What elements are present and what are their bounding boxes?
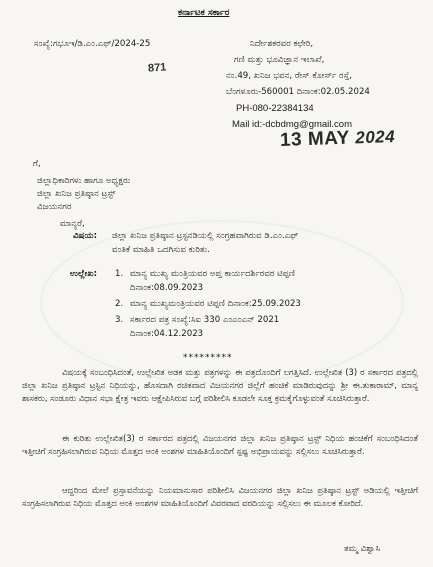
reference-number: ಸಂಖ್ಯೆ:ಗಭೂಇ/ಡಿ.ಎಂ.ಎಫ್/2024-25 — [34, 39, 151, 49]
inward-number: 871 — [147, 61, 167, 75]
reference-3-number: 3. — [115, 315, 124, 325]
office-phone: PH-080-22384134 — [236, 103, 314, 114]
reference-3-line-1: ಸರ್ಕಾರದ ಪತ್ರ ಸಂಖ್ಯೆ:ಸಿಐ 330 ಎಂಎಂಎನ್ 2021 — [130, 315, 280, 325]
subject-line-2: ವಂತಿಕೆ ಮಾಹಿತಿ ಒದಗಿಸುವ ಕುರಿತು. — [112, 245, 210, 255]
addressee-to: ಗೆ, — [33, 159, 41, 169]
body-paragraph-1 — [22, 366, 418, 405]
addressee-line-1: ಜಿಲ್ಲಾಧಿಕಾರಿಗಳು ಹಾಗೂ ಅಧ್ಯಕ್ಷರು — [37, 176, 131, 186]
addressee-line-3: ವಿಜಯನಗರ — [37, 202, 72, 212]
office-line-2: ಗಣಿ ಮತ್ತು ಭೂವಿಜ್ಞಾನ ಇಲಾಖೆ, — [234, 55, 325, 65]
body-paragraph-1-rest: ಉಲ್ಲೇಖಿತ (3) ರ ಸರ್ಕಾರದ ಪತ್ರದಲ್ಲಿ ಜಿಲ್ಲಾ ಖನಿಜ ಪ್ರತಿಷ್ಠಾನ ಟ್ರಸ್ಟಿನ ನಿಧಿಯನ್ನು, ಹೊಸದಾಗಿ ರಚಿತವಾದ ವಿಜಯನಗರ ಜಿಲ್ಲೆಗೆ ಹಂಚಿಕೆ ಮಾಡಿರುವುದನ್ನು ಶ್ರೀ ಈ.ತುಕಾರಾಮ್, ಮಾನ್ಯ ಶಾಸಕರು, ಸಂಡೂರು ವಿಧಾನ ಸಭಾ ಕ್ಷೇತ್ರ ಇವರು ಆಕ್ಷೇಪಿಸಿರುವ ಬಗ್ಗೆ ಪರಿಶೀಲಿಸಿ ಕೂಡಲೇ ಸೂಕ್ತ ಕ್ರಮಕೈಗೊಳ್ಳುವಂತೆ ಸೂಚಿಸಿರುತ್ತಾರೆ. — [22, 367, 418, 403]
reference-2-line-1: ಮಾನ್ಯ ಮುಖ್ಯಮಂತ್ರಿಯವರ ಟಿಪ್ಪಣಿ ದಿನಾಂಕ:25.09.2023 — [130, 299, 301, 309]
separator-stars: ********* — [183, 353, 233, 363]
received-date-stamp — [280, 126, 396, 152]
reference-2-number: 2. — [115, 299, 124, 309]
stamp-year: 2024 — [354, 126, 396, 148]
office-email: Mail id:-dcbdmg@gmail.com — [232, 119, 352, 130]
office-line-4: ಬೆಂಗಳೂರು-560001 ದಿನಾಂಕ:02.05.2024 — [226, 87, 370, 97]
government-header: ಕರ್ನಾಟಕ ಸರ್ಕಾರ — [178, 8, 230, 18]
office-line-3: ನಂ.49, ಖನಿಜ ಭವನ, ರೇಸ್ ಕೋರ್ಸ್ ರಸ್ತೆ, — [226, 71, 352, 81]
salutation: ಮಾನ್ಯರೆ, — [60, 219, 85, 229]
body-paragraph-1-intro: ವಿಷಯಕ್ಕೆ ಸಂಬಂಧಿಸಿದಂತೆ, ಉಲ್ಲೇಖಿತ ಅಡಕ ಮತ್ತು ಪತ್ರಗಳನ್ನು ಈ ಪತ್ರದೊಂದಿಗೆ ಲಗತ್ತಿಸಿದೆ. — [62, 367, 312, 377]
addressee-line-2: ಜಿಲ್ಲಾ ಖನಿಜ ಪ್ರತಿಷ್ಠಾನ ಟ್ರಸ್ಟ್ — [37, 189, 116, 199]
references-label: ಉಲ್ಲೇಖ: — [70, 269, 98, 279]
reference-3-line-2: ದಿನಾಂಕ:04.12.2023 — [130, 329, 204, 339]
body-paragraph-2: ಈ ಕುರಿತು ಉಲ್ಲೇಖಿತ(3) ರ ಸರ್ಕಾರದ ಪತ್ರದಲ್ಲಿ ವಿಜಯನಗರ ಜಿಲ್ಲಾ ಖನಿಜ ಪ್ರತಿಷ್ಠಾನ ಟ್ರಸ್ಟ್ ನಿಧಿಯ ಹಂಚಿಕೆಗೆ ಸಂಬಂಧಿಸಿದಂತೆ ಇತ್ತೀಚಿಗೆ ಸಂಗ್ರಹಿಸಲಾಗಿರುವ ನಿಧಿಯ ಮೊತ್ತದ ಅಂಕಿ ಅಂಶಗಳ ಮಾಹಿತಿಯೊಂದಿಗೆ ಸ್ಪಷ್ಟ ಅಭಿಪ್ರಾಯವನ್ನು ಸಲ್ಲಿಸಲು ಸೂಚಿಸಿರುತ್ತಾರೆ. — [22, 433, 418, 456]
subject-line-1: ಜಿಲ್ಲಾ ಖನಿಜ ಪ್ರತಿಷ್ಠಾನ ಟ್ರಸ್ಟನಡಿಯಲ್ಲಿ ಸಂಗ್ರಹವಾಗಿರುವ ಡಿ.ಎಂ.ಎಫ್ — [112, 231, 299, 241]
subject-label: ವಿಷಯ: — [73, 231, 98, 241]
body-paragraph-3: ಆದ್ದರಿಂದ ಮೇಲೆ ಪ್ರಸ್ತಾವನೆಯನ್ನು ನಿಯಮಾನುಸಾರ ಪರಿಶೀಲಿಸಿ ವಿಜಯನಗರ ಜಿಲ್ಲಾ ಖನಿಜ ಪ್ರತಿಷ್ಠಾನ ಟ್ರಸ್ಟ್ ಅಡಿಯಲ್ಲಿ ಇತ್ತೀಚಿಗೆ ಸಂಗ್ರಹಿಸಲಾಗಿರುವ ನಿಧಿಯ ಮೊತ್ತದ ಅಂಕಿ ಅಂಶಗಳ ಮಾಹಿತಿಯೊಂದಿಗೆ ವಿವರವಾದ ವರದಿಯನ್ನು ಸಲ್ಲಿಸಲು ಈ ಮೂಲಕ ಕೋರಿದೆ. — [22, 485, 418, 508]
reference-1-line-2: ದಿನಾಂಕ:08.09.2023 — [130, 283, 204, 293]
reference-1-number: 1. — [115, 269, 124, 279]
office-line-1: ನಿರ್ದೇಶಕರವರ ಕಛೇರಿ, — [250, 39, 314, 49]
closing-signature: ತಮ್ಮ ವಿಶ್ವಾಸಿ — [344, 544, 381, 554]
stamp-date: 13 MAY — [279, 127, 350, 152]
reference-1-line-1: ಮಾನ್ಯ ಮುಖ್ಯ ಮಂತ್ರಿಯವರ ಅಪ್ತ ಕಾರ್ಯದರ್ಶಿರವರ ಟಿಪ್ಪಣಿ — [130, 269, 295, 279]
